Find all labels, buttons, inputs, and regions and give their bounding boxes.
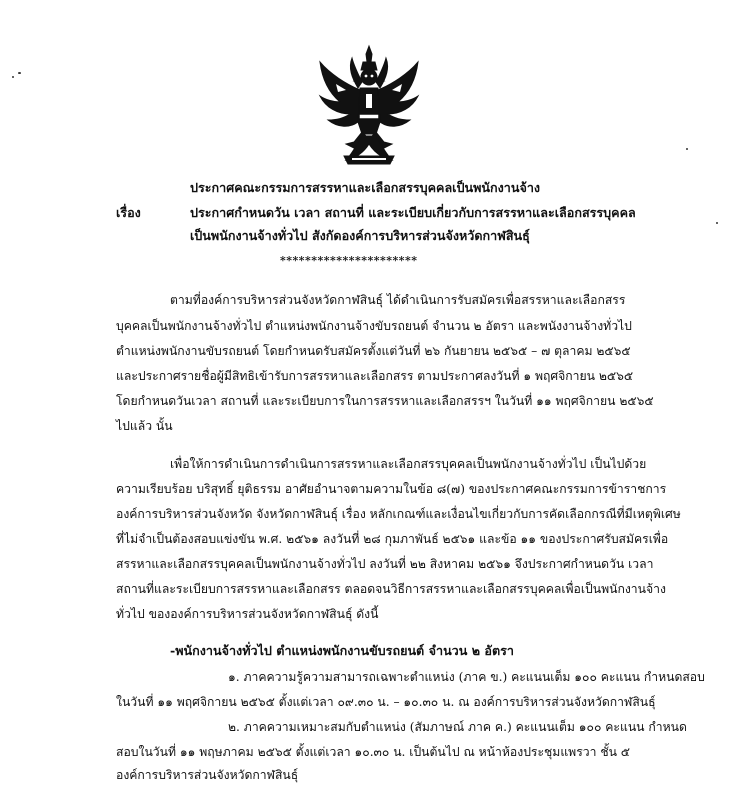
paragraph-2-line: ทั่วไป ขององค์การบริหารส่วนจังหวัดกาฬสินธุ์ ดังนี้ <box>116 607 379 621</box>
paragraph-1-line: และประกาศรายชื่อผู้มีสิทธิเข้ารับการสรรหาและเลือกสรร ตามประกาศลงวันที่ ๑ พฤศจิกายน ๒๕๖๕ <box>116 369 634 383</box>
paragraph-2-line: สรรหาและเลือกสรรบุคคลเป็นพนักงานจ้างทั่วไป ลงวันที่ ๒๒ สิงหาคม ๒๕๖๑ จึงประกาศกำหนดวัน เวลา <box>116 557 654 571</box>
subject-label: เรื่อง <box>116 205 141 220</box>
announcement-title: ประกาศคณะกรรมการสรรหาและเลือกสรรบุคคลเป็นพนักงานจ้าง <box>190 180 541 195</box>
paragraph-2-line: เพื่อให้การดำเนินการดำเนินการสรรหาและเลือกสรรบุคคลเป็นพนักงานจ้างทั่วไป เป็นไปด้วย <box>170 457 647 471</box>
paragraph-2-line: ที่ไม่จำเป็นต้องสอบแข่งขัน พ.ศ. ๒๕๖๑ ลงวันที่ ๒๘ กุมภาพันธ์ ๒๕๖๑ และข้อ ๑๑ ของประกาศรับสมัครเพื่อ <box>116 532 669 546</box>
scan-speck <box>12 76 14 78</box>
paragraph-2-line: ความเรียบร้อย บริสุทธิ์ ยุติธรรม อาศัยอำนาจตามความในข้อ ๘(๗) ของประกาศคณะกรรมการข้าราชการ <box>116 482 667 496</box>
paragraph-1-line: ตามที่องค์การบริหารส่วนจังหวัดกาฬสินธุ์ ได้ดำเนินการรับสมัครเพื่อสรรหาและเลือกสรร <box>170 293 626 307</box>
scan-speck <box>686 148 688 150</box>
paragraph-1-line: ไปแล้ว นั้น <box>116 419 173 433</box>
paragraph-1-line: บุคคลเป็นพนักงานจ้างทั่วไป ตำแหน่งพนักงานจ้างขับรถยนต์ จำนวน ๒ อัตรา และพนังงานจ้างทั่วไป <box>116 319 632 333</box>
separator-stars: ********************** <box>280 254 418 267</box>
subject-title-line-1: ประกาศกำหนดวัน เวลา สถานที่ และระเบียบเกี่ยวกับการสรรหาและเลือกสรรบุคคล <box>190 205 636 220</box>
scan-speck <box>18 72 21 74</box>
paragraph-1-line: ตำแหน่งพนักงานขับรถยนต์ โดยกำหนดรับสมัครตั้งแต่วันที่ ๒๖ กันยายน ๒๕๖๕ – ๗ ตุลาคม ๒๕๖๕ <box>116 344 631 358</box>
paragraph-1-line: โดยกำหนดวันเวลา สถานที่ และระเบียบการในการสรรหาและเลือกสรรฯ ในวันที่ ๑๑ พฤศจิกายน ๒๕๖๕ <box>116 394 654 408</box>
exam-item-line: องค์การบริหารส่วนจังหวัดกาฬสินธุ์ <box>116 768 299 782</box>
garuda-emblem-icon <box>316 44 422 166</box>
exam-item-line: สอบในวันที่ ๑๑ พฤษภาคม ๒๕๖๕ ตั้งแต่เวลา ๑๐.๓๐ น. เป็นต้นไป ณ หน้าห้องประชุมแพรวา ชั้น ๕ <box>116 745 631 759</box>
section-heading: -พนักงานจ้างทั่วไป ตำแหน่งพนักงานขับรถยนต์ จำนวน ๒ อัตรา <box>170 643 515 658</box>
subject-title-line-2: เป็นพนักงานจ้างทั่วไป สังกัดองค์การบริหารส่วนจังหวัดกาฬสินธุ์ <box>190 228 530 243</box>
paragraph-2-line: องค์การบริหารส่วนจังหวัด จังหวัดกาฬสินธุ์ เรื่อง หลักเกณฑ์และเงื่อนไขเกี่ยวกับการคัดเลือกกรณีที่มีเหตุพิเศษ <box>116 507 681 521</box>
exam-item-line: ในวันที่ ๑๑ พฤศจิกายน ๒๕๖๕ ตั้งแต่เวลา ๐๙.๓๐ น. – ๑๐.๓๐ น. ณ องค์การบริหารส่วนจังหวัดกาฬสินธุ์ <box>116 695 656 709</box>
exam-item-line: ๒. ภาคความเหมาะสมกับตำแหน่ง (สัมภาษณ์ ภาค ค.) คะแนนเต็ม ๑๐๐ คะแนน กำหนด <box>228 720 687 734</box>
exam-item-line: ๑. ภาคความรู้ความสามารถเฉพาะตำแหน่ง (ภาค ข.) คะแนนเต็ม ๑๐๐ คะแนน กำหนดสอบ <box>228 670 705 684</box>
scan-speck <box>716 222 718 224</box>
paragraph-2-line: สถานที่และระเบียบการสรรหาและเลือกสรร ตลอดจนวิธีการสรรหาและเลือกสรรบุคคลเพื่อเป็นพนักงานจ้าง <box>116 582 666 596</box>
